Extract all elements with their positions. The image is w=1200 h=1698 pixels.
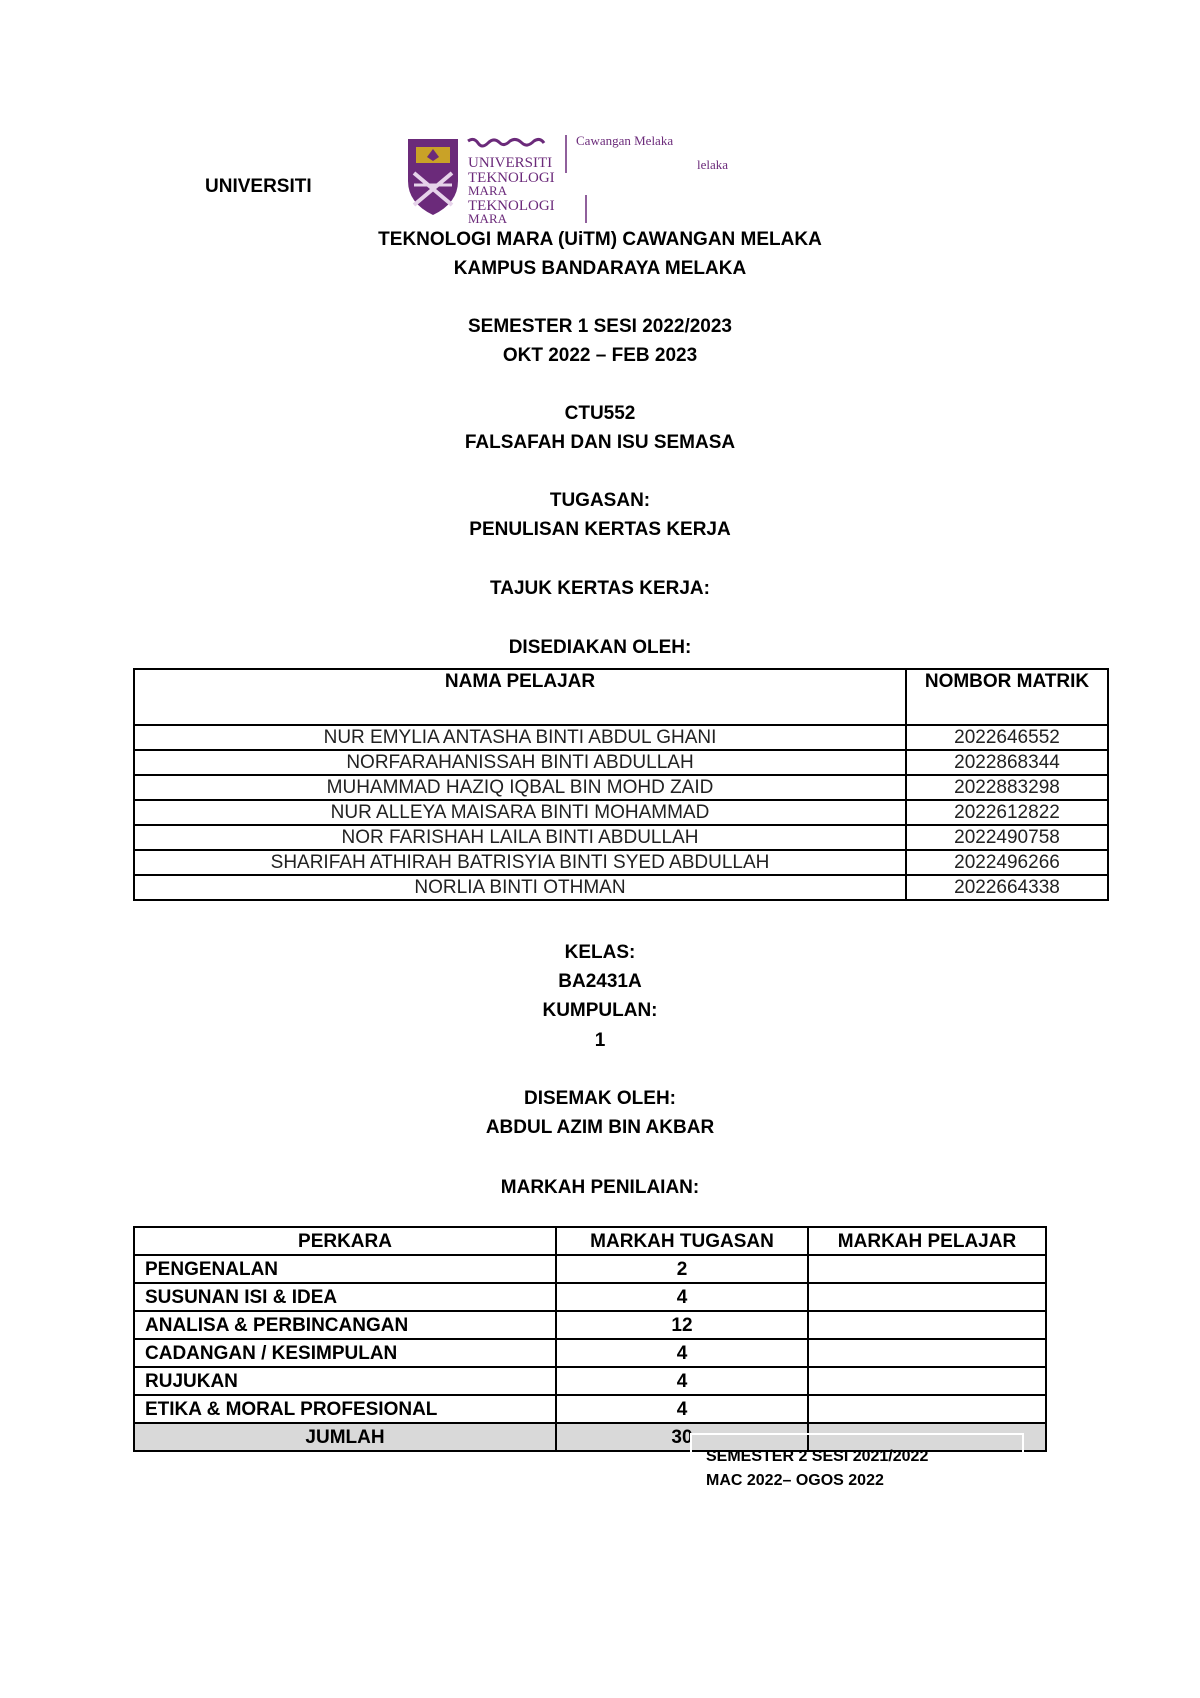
total-label: JUMLAH bbox=[134, 1423, 556, 1451]
svg-text:MARA: MARA bbox=[468, 211, 508, 225]
student-marks bbox=[808, 1367, 1046, 1395]
course-code: CTU552 bbox=[564, 403, 636, 424]
overlay-semester: SEMESTER 2 SESI 2021/2022 bbox=[706, 1448, 929, 1465]
matric-number: 2022883298 bbox=[906, 775, 1108, 800]
matric-number: 2022646552 bbox=[906, 725, 1108, 750]
matric-number: 2022496266 bbox=[906, 850, 1108, 875]
student-marks bbox=[808, 1255, 1046, 1283]
header-student-name: NAMA PELAJAR bbox=[134, 669, 906, 725]
table-row bbox=[134, 1255, 1046, 1283]
header-item: PERKARA bbox=[134, 1227, 556, 1255]
matric-number: 2022664338 bbox=[906, 875, 1108, 900]
checked-by-label: DISEMAK OLEH: bbox=[524, 1088, 676, 1109]
student-name: NORFARAHANISSAH BINTI ABDULLAH bbox=[134, 750, 906, 775]
group-value: 1 bbox=[594, 1030, 606, 1051]
table-row bbox=[134, 800, 1108, 825]
class-label: KELAS: bbox=[564, 942, 636, 963]
total-marks: 30 bbox=[556, 1423, 808, 1451]
marks-item: ANALISA & PERBINCANGAN bbox=[134, 1311, 556, 1339]
table-row bbox=[134, 750, 1108, 775]
svg-text:MARA: MARA bbox=[468, 183, 508, 198]
table-row bbox=[134, 1283, 1046, 1311]
marks-item: CADANGAN / KESIMPULAN bbox=[134, 1339, 556, 1367]
svg-text:Cawangan Melaka: Cawangan Melaka bbox=[576, 133, 674, 148]
student-name: NORLIA BINTI OTHMAN bbox=[134, 875, 906, 900]
svg-text:TEKNOLOGI: TEKNOLOGI bbox=[468, 170, 555, 186]
student-name: NUR EMYLIA ANTASHA BINTI ABDUL GHANI bbox=[134, 725, 906, 750]
semester-period: OKT 2022 – FEB 2023 bbox=[502, 345, 698, 366]
student-marks bbox=[808, 1311, 1046, 1339]
table-row bbox=[134, 875, 1108, 900]
table-row bbox=[134, 1367, 1046, 1395]
task-label: TUGASAN: bbox=[549, 490, 651, 511]
marks-item: SUSUNAN ISI & IDEA bbox=[134, 1283, 556, 1311]
group-label: KUMPULAN: bbox=[542, 1000, 658, 1021]
task-marks: 12 bbox=[556, 1311, 808, 1339]
overlay-period: MAC 2022– OGOS 2022 bbox=[706, 1472, 884, 1489]
paper-title-label: TAJUK KERTAS KERJA: bbox=[490, 578, 710, 599]
header-matric-number: NOMBOR MATRIK bbox=[906, 669, 1108, 725]
task-marks: 4 bbox=[556, 1367, 808, 1395]
student-name: NUR ALLEYA MAISARA BINTI MOHAMMAD bbox=[134, 800, 906, 825]
institution-name: TEKNOLOGI MARA (UiTM) CAWANGAN MELAKA bbox=[378, 229, 822, 250]
task-marks: 4 bbox=[556, 1283, 808, 1311]
table-row bbox=[134, 1311, 1046, 1339]
svg-text:TEKNOLOGI: TEKNOLOGI bbox=[468, 198, 555, 214]
table-row bbox=[134, 725, 1108, 750]
matric-number: 2022490758 bbox=[906, 825, 1108, 850]
campus-name: KAMPUS BANDARAYA MELAKA bbox=[453, 258, 747, 279]
class-value: BA2431A bbox=[558, 971, 642, 992]
course-name: FALSAFAH DAN ISU SEMASA bbox=[464, 432, 736, 453]
task-marks: 2 bbox=[556, 1255, 808, 1283]
prepared-by-label: DISEDIAKAN OLEH: bbox=[508, 637, 692, 658]
table-row bbox=[134, 775, 1108, 800]
table-row bbox=[134, 825, 1108, 850]
task-marks: 4 bbox=[556, 1339, 808, 1367]
marks-item: RUJUKAN bbox=[134, 1367, 556, 1395]
task-marks: 4 bbox=[556, 1395, 808, 1423]
student-name: MUHAMMAD HAZIQ IQBAL BIN MOHD ZAID bbox=[134, 775, 906, 800]
lecturer-name: ABDUL AZIM BIN AKBAR bbox=[485, 1117, 715, 1138]
marks-label: MARKAH PENILAIAN: bbox=[500, 1177, 700, 1198]
table-header-row bbox=[134, 669, 1108, 725]
matric-number: 2022612822 bbox=[906, 800, 1108, 825]
marks-item: ETIKA & MORAL PROFESIONAL bbox=[134, 1395, 556, 1423]
table-header-row bbox=[134, 1227, 1046, 1255]
semester: SEMESTER 1 SESI 2022/2023 bbox=[467, 316, 733, 337]
task-name: PENULISAN KERTAS KERJA bbox=[469, 519, 731, 540]
matric-number: 2022868344 bbox=[906, 750, 1108, 775]
uitm-crest-icon bbox=[406, 133, 776, 225]
marks-table bbox=[133, 1226, 1047, 1452]
table-row bbox=[134, 1339, 1046, 1367]
student-name: NOR FARISHAH LAILA BINTI ABDULLAH bbox=[134, 825, 906, 850]
student-name: SHARIFAH ATHIRAH BATRISYIA BINTI SYED ABDULLAH bbox=[134, 850, 906, 875]
uitm-logo bbox=[406, 133, 776, 225]
student-marks bbox=[808, 1339, 1046, 1367]
student-marks bbox=[808, 1395, 1046, 1423]
table-row bbox=[134, 1395, 1046, 1423]
student-marks bbox=[808, 1283, 1046, 1311]
university-word: UNIVERSITI bbox=[205, 176, 312, 197]
table-row bbox=[134, 850, 1108, 875]
header-task-marks: MARKAH TUGASAN bbox=[556, 1227, 808, 1255]
header-student-marks: MARKAH PELAJAR bbox=[808, 1227, 1046, 1255]
marks-item: PENGENALAN bbox=[134, 1255, 556, 1283]
svg-text:lelaka: lelaka bbox=[697, 157, 729, 172]
students-table bbox=[133, 668, 1109, 901]
svg-text:UNIVERSITI: UNIVERSITI bbox=[468, 155, 553, 171]
